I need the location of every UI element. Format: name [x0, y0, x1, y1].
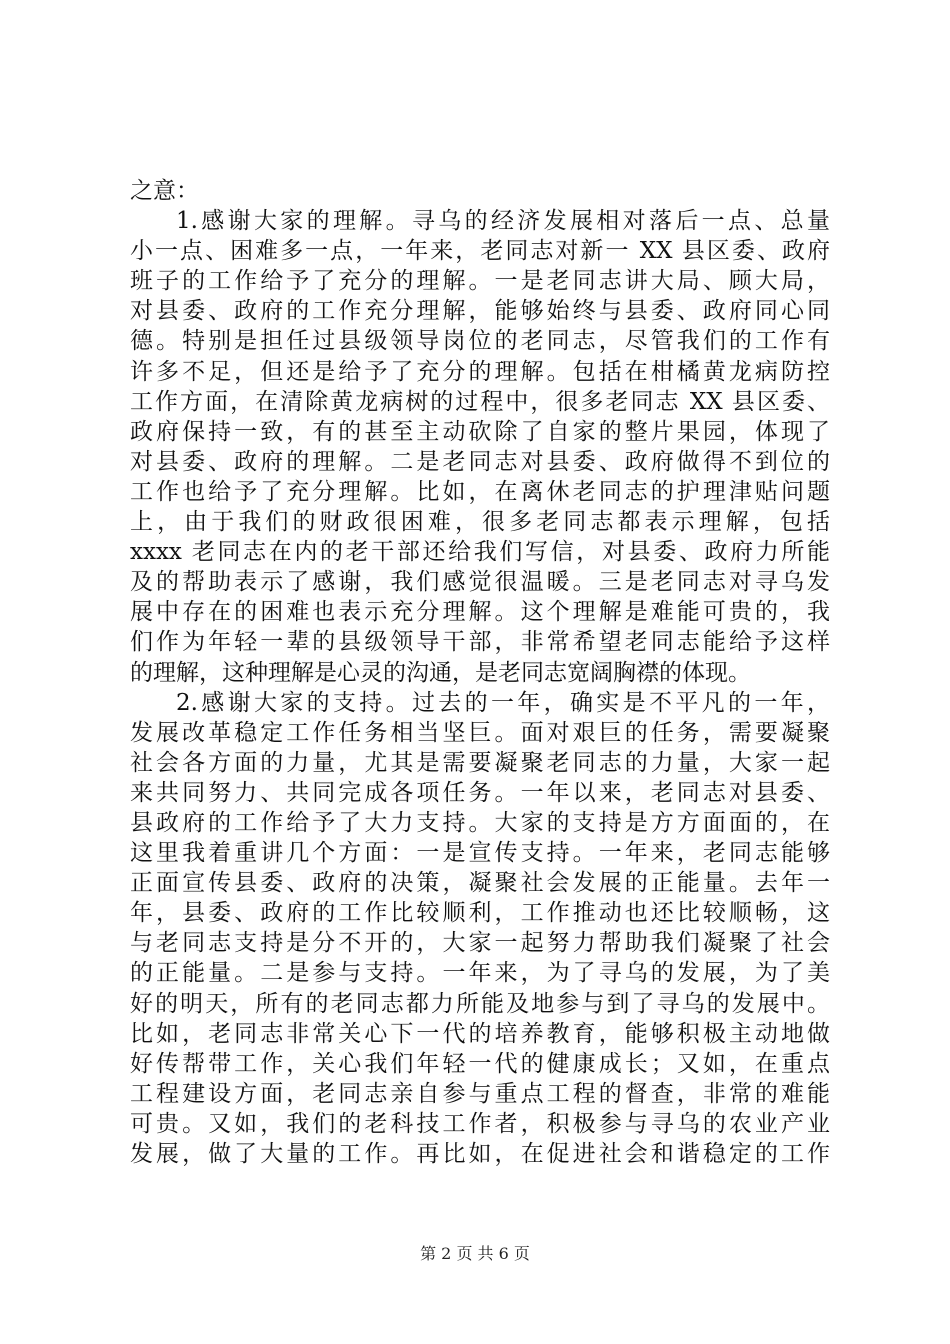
text-line: 这里我着重讲几个方面：一是宣传支持。一年来，老同志能够 — [130, 840, 830, 867]
text-line: 工作方面，在清除黄龙病树的过程中，很多老同志 XX 县区委、 — [130, 388, 830, 415]
text-line: 比如，老同志非常关心下一代的培养教育，能够积极主动地做 — [130, 1020, 830, 1047]
text-line: 政府保持一致，有的甚至主动砍除了自家的整片果园，体现了 — [130, 418, 830, 445]
text-line: 工程建设方面，老同志亲自参与重点工程的督查，非常的难能 — [130, 1080, 830, 1107]
text-line: 展中存在的困难也表示充分理解。这个理解是难能可贵的，我 — [130, 599, 830, 626]
text-line: 好的明天，所有的老同志都力所能及地参与到了寻乌的发展中。 — [130, 990, 830, 1017]
text-line: 们作为年轻一辈的县级领导干部，非常希望老同志能给予这样 — [130, 629, 830, 656]
document-body — [130, 176, 830, 1169]
page-number-footer: 第 2 页 共 6 页 — [420, 1244, 530, 1263]
text-line: 班子的工作给予了充分的理解。一是老同志讲大局、顾大局， — [130, 268, 830, 295]
text-line: 发展，做了大量的工作。再比如，在促进社会和谐稳定的工作 — [130, 1141, 830, 1167]
text-line: 正面宣传县委、政府的决策，凝聚社会发展的正能量。去年一 — [130, 870, 830, 897]
text-line: 对县委、政府的工作充分理解，能够始终与县委、政府同心同 — [130, 298, 830, 325]
text-line: 可贵。又如，我们的老科技工作者，积极参与寻乌的农业产业 — [130, 1110, 830, 1137]
text-line: 年，县委、政府的工作比较顺利，工作推动也还比较顺畅，这 — [130, 900, 830, 927]
text-line: 许多不足，但还是给予了充分的理解。包括在柑橘黄龙病防控 — [130, 358, 830, 385]
text-line: 对县委、政府的理解。二是老同志对县委、政府做得不到位的 — [130, 448, 830, 475]
text-line: 与老同志支持是分不开的，大家一起努力帮助我们凝聚了社会 — [130, 930, 830, 957]
paragraph-1-first-line: 1.感谢大家的理解。寻乌的经济发展相对落后一点、总量 — [176, 208, 830, 235]
text-line: 之意： — [130, 178, 199, 204]
paragraph-1-last-line: 的理解，这种理解是心灵的沟通，是老同志宽阔胸襟的体现。 — [130, 659, 751, 686]
text-line: 的正能量。二是参与支持。一年来，为了寻乌的发展，为了美 — [130, 960, 830, 987]
text-line: 小一点、困难多一点，一年来，老同志对新一 XX 县区委、政府 — [130, 238, 830, 265]
text-line: 好传帮带工作，关心我们年轻一代的健康成长；又如，在重点 — [130, 1050, 830, 1077]
text-line: 县政府的工作给予了大力支持。大家的支持是方方面面的，在 — [130, 809, 830, 836]
text-line: 发展改革稳定工作任务相当坚巨。面对艰巨的任务，需要凝聚 — [130, 719, 830, 746]
paragraph-2-first-line: 2.感谢大家的支持。过去的一年，确实是不平凡的一年， — [176, 689, 830, 716]
text-line: 德。特别是担任过县级领导岗位的老同志，尽管我们的工作有 — [130, 328, 830, 355]
text-line: xxxx 老同志在内的老干部还给我们写信，对县委、政府力所能 — [130, 539, 830, 566]
text-line: 上，由于我们的财政很困难，很多老同志都表示理解，包括 — [130, 509, 830, 536]
text-line: 工作也给予了充分理解。比如，在离休老同志的护理津贴问题 — [130, 478, 830, 505]
text-line: 来共同努力、共同完成各项任务。一年以来，老同志对县委、 — [130, 779, 830, 806]
text-line: 社会各方面的力量，尤其是需要凝聚老同志的力量，大家一起 — [130, 749, 830, 776]
text-line: 及的帮助表示了感谢，我们感觉很温暖。三是老同志对寻乌发 — [130, 569, 830, 596]
